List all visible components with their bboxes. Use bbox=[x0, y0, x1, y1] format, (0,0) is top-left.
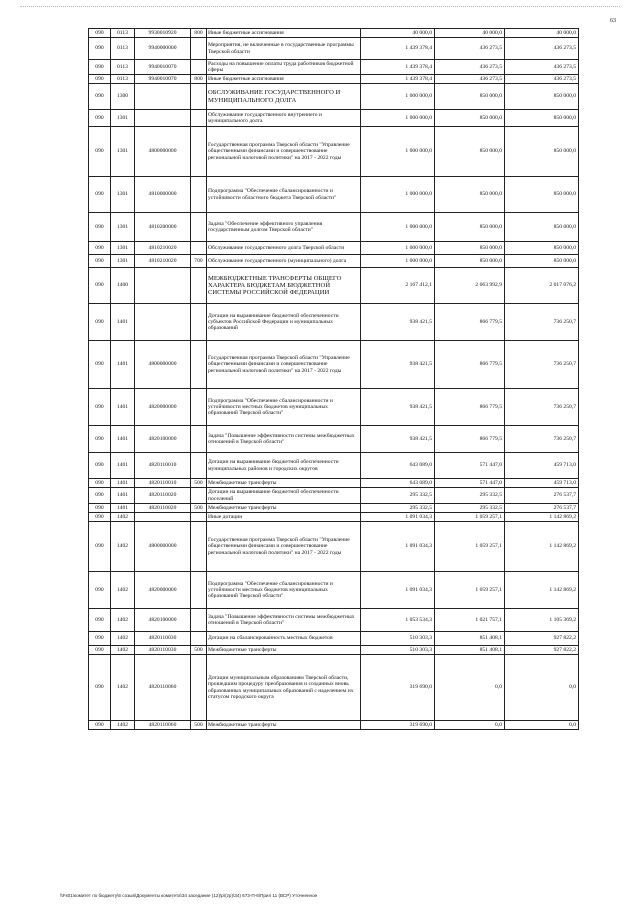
target-article-cell: 4810200000 bbox=[135, 213, 191, 242]
target-article-cell: 4810210020 bbox=[135, 255, 191, 268]
table-row bbox=[89, 632, 579, 646]
admin-code-cell: 090 bbox=[89, 341, 111, 389]
admin-code-cell: 090 bbox=[89, 488, 111, 504]
admin-code-cell: 090 bbox=[89, 110, 111, 127]
expense-type-cell bbox=[191, 488, 207, 504]
admin-code-cell: 090 bbox=[89, 389, 111, 426]
description-cell: Подпрограмма "Обеспечение сбалансированности и устойчивости местных бюджетов муниципальных образований Тверской области" bbox=[207, 389, 361, 426]
expense-type-cell: 500 bbox=[191, 479, 207, 488]
admin-code-cell: 090 bbox=[89, 75, 111, 84]
admin-code-cell: 090 bbox=[89, 453, 111, 479]
table-row bbox=[89, 110, 579, 127]
admin-code-cell: 090 bbox=[89, 38, 111, 60]
amount-year2-cell: 2 063 992,9 bbox=[435, 268, 505, 304]
amount-year1-cell: 938 421,5 bbox=[361, 389, 435, 426]
table-row bbox=[89, 479, 579, 488]
amount-year3-cell: 1 142 869,2 bbox=[505, 513, 579, 522]
description-cell: Дотации на выравнивание бюджетной обеспеченности субъектов Российской Федерации и муниципальных образований bbox=[207, 304, 361, 341]
amount-year2-cell: 436 273,5 bbox=[435, 75, 505, 84]
amount-year3-cell: 1 142 869,2 bbox=[505, 572, 579, 609]
admin-code-cell: 090 bbox=[89, 479, 111, 488]
description-cell: Задача "Повышение эффективности системы межбюджетных отношений в Тверской области" bbox=[207, 609, 361, 632]
amount-year1-cell: 1 000 000,0 bbox=[361, 255, 435, 268]
amount-year1-cell: 1 000 000,0 bbox=[361, 84, 435, 110]
admin-code-cell: 090 bbox=[89, 304, 111, 341]
amount-year2-cell: 850 000,0 bbox=[435, 84, 505, 110]
expense-type-cell bbox=[191, 38, 207, 60]
amount-year3-cell: 927 822,2 bbox=[505, 646, 579, 655]
description-cell: Иные дотации bbox=[207, 513, 361, 522]
target-article-cell: 4800000000 bbox=[135, 127, 191, 177]
amount-year1-cell: 1 000 000,0 bbox=[361, 110, 435, 127]
admin-code-cell: 090 bbox=[89, 513, 111, 522]
section-code-cell: 1401 bbox=[111, 479, 135, 488]
target-article-cell bbox=[135, 110, 191, 127]
admin-code-cell: 090 bbox=[89, 255, 111, 268]
admin-code-cell: 090 bbox=[89, 242, 111, 255]
section-code-cell: 0113 bbox=[111, 60, 135, 75]
table-row bbox=[89, 304, 579, 341]
amount-year2-cell: 866 779,5 bbox=[435, 304, 505, 341]
amount-year3-cell: 276 537,7 bbox=[505, 504, 579, 513]
amount-year2-cell: 0,0 bbox=[435, 721, 505, 730]
section-code-cell: 1400 bbox=[111, 268, 135, 304]
amount-year3-cell: 436 273,5 bbox=[505, 60, 579, 75]
section-code-cell: 0113 bbox=[111, 29, 135, 38]
amount-year3-cell: 276 537,7 bbox=[505, 488, 579, 504]
amount-year3-cell: 850 000,0 bbox=[505, 177, 579, 213]
amount-year1-cell: 295 332,5 bbox=[361, 504, 435, 513]
expense-type-cell bbox=[191, 304, 207, 341]
description-cell: Иные бюджетные ассигнования bbox=[207, 75, 361, 84]
admin-code-cell: 090 bbox=[89, 177, 111, 213]
description-cell: Межбюджетные трансферты bbox=[207, 646, 361, 655]
expense-type-cell bbox=[191, 522, 207, 572]
table-row bbox=[89, 213, 579, 242]
page-number: 63 bbox=[610, 18, 616, 24]
table-body bbox=[89, 29, 579, 730]
section-code-cell: 0113 bbox=[111, 75, 135, 84]
description-cell: Межбюджетные трансферты bbox=[207, 504, 361, 513]
section-code-cell: 1401 bbox=[111, 341, 135, 389]
target-article-cell: 4820110060 bbox=[135, 721, 191, 730]
expense-type-cell bbox=[191, 60, 207, 75]
description-cell: МЕЖБЮДЖЕТНЫЕ ТРАНСФЕРТЫ ОБЩЕГО ХАРАКТЕРА БЮДЖЕТАМ БЮДЖЕТНОЙ СИСТЕМЫ РОССИЙСКОЙ ФЕДЕРАЦИИ bbox=[207, 268, 361, 304]
expense-type-cell bbox=[191, 177, 207, 213]
target-article-cell: 4810210020 bbox=[135, 242, 191, 255]
section-code-cell: 1402 bbox=[111, 632, 135, 646]
table-row bbox=[89, 426, 579, 453]
table-row bbox=[89, 609, 579, 632]
amount-year2-cell: 1 021 757,1 bbox=[435, 609, 505, 632]
section-code-cell: 0113 bbox=[111, 38, 135, 60]
section-code-cell: 1402 bbox=[111, 522, 135, 572]
section-code-cell: 1402 bbox=[111, 513, 135, 522]
target-article-cell: 4820110020 bbox=[135, 504, 191, 513]
expense-type-cell bbox=[191, 242, 207, 255]
target-article-cell: 9940010070 bbox=[135, 60, 191, 75]
expense-type-cell bbox=[191, 341, 207, 389]
description-cell: Дотации на сбалансированность местных бюджетов bbox=[207, 632, 361, 646]
expense-type-cell bbox=[191, 127, 207, 177]
amount-year1-cell: 1 091 034,3 bbox=[361, 572, 435, 609]
amount-year2-cell: 436 273,5 bbox=[435, 38, 505, 60]
amount-year1-cell: 295 332,5 bbox=[361, 488, 435, 504]
table-row bbox=[89, 504, 579, 513]
section-code-cell: 1402 bbox=[111, 721, 135, 730]
amount-year3-cell: 736 250,7 bbox=[505, 389, 579, 426]
table-row bbox=[89, 75, 579, 84]
target-article-cell: 4820000000 bbox=[135, 572, 191, 609]
admin-code-cell: 090 bbox=[89, 572, 111, 609]
target-article-cell: 4820110010 bbox=[135, 453, 191, 479]
target-article-cell: 4820100000 bbox=[135, 609, 191, 632]
amount-year1-cell: 1 000 000,0 bbox=[361, 127, 435, 177]
table-row bbox=[89, 177, 579, 213]
description-cell: Межбюджетные трансферты bbox=[207, 721, 361, 730]
amount-year3-cell: 0,0 bbox=[505, 655, 579, 721]
table-row bbox=[89, 242, 579, 255]
expense-type-cell: 500 bbox=[191, 646, 207, 655]
admin-code-cell: 090 bbox=[89, 60, 111, 75]
section-code-cell: 1401 bbox=[111, 304, 135, 341]
table-row bbox=[89, 127, 579, 177]
amount-year3-cell: 850 000,0 bbox=[505, 110, 579, 127]
amount-year1-cell: 1 053 534,3 bbox=[361, 609, 435, 632]
section-code-cell: 1401 bbox=[111, 488, 135, 504]
expense-type-cell bbox=[191, 632, 207, 646]
table-row bbox=[89, 38, 579, 60]
table-row bbox=[89, 655, 579, 721]
target-article-cell bbox=[135, 304, 191, 341]
amount-year2-cell: 0,0 bbox=[435, 655, 505, 721]
target-article-cell: 9940010070 bbox=[135, 75, 191, 84]
admin-code-cell: 090 bbox=[89, 721, 111, 730]
table-row bbox=[89, 572, 579, 609]
amount-year1-cell: 1 439 378,4 bbox=[361, 75, 435, 84]
expense-type-cell: 700 bbox=[191, 255, 207, 268]
section-code-cell: 1300 bbox=[111, 84, 135, 110]
section-code-cell: 1402 bbox=[111, 572, 135, 609]
amount-year2-cell: 866 779,5 bbox=[435, 426, 505, 453]
section-code-cell: 1301 bbox=[111, 110, 135, 127]
target-article-cell: 4820110020 bbox=[135, 488, 191, 504]
target-article-cell: 9940000000 bbox=[135, 38, 191, 60]
admin-code-cell: 090 bbox=[89, 522, 111, 572]
section-code-cell: 1301 bbox=[111, 213, 135, 242]
amount-year2-cell: 866 779,5 bbox=[435, 341, 505, 389]
table-row bbox=[89, 513, 579, 522]
target-article-cell: 9930010920 bbox=[135, 29, 191, 38]
amount-year2-cell: 851 408,1 bbox=[435, 646, 505, 655]
section-code-cell: 1301 bbox=[111, 177, 135, 213]
table-row bbox=[89, 255, 579, 268]
amount-year2-cell: 1 059 257,1 bbox=[435, 513, 505, 522]
admin-code-cell: 090 bbox=[89, 426, 111, 453]
target-article-cell: 4820110030 bbox=[135, 632, 191, 646]
section-code-cell: 1402 bbox=[111, 655, 135, 721]
admin-code-cell: 090 bbox=[89, 29, 111, 38]
amount-year3-cell: 40 000,0 bbox=[505, 29, 579, 38]
target-article-cell: 4820110030 bbox=[135, 646, 191, 655]
table-row bbox=[89, 646, 579, 655]
target-article-cell: 4820000000 bbox=[135, 389, 191, 426]
expense-type-cell bbox=[191, 389, 207, 426]
description-cell: Иные бюджетные ассигнования bbox=[207, 29, 361, 38]
section-code-cell: 1401 bbox=[111, 389, 135, 426]
description-cell: Государственная программа Тверской области "Управление общественными финансами и совершенствование региональной налоговой политики" на 2017 - 2022 годы bbox=[207, 522, 361, 572]
amount-year3-cell: 850 000,0 bbox=[505, 84, 579, 110]
table-row bbox=[89, 522, 579, 572]
amount-year3-cell: 1 105 369,2 bbox=[505, 609, 579, 632]
section-code-cell: 1402 bbox=[111, 646, 135, 655]
amount-year3-cell: 850 000,0 bbox=[505, 213, 579, 242]
amount-year3-cell: 436 273,5 bbox=[505, 38, 579, 60]
table-row bbox=[89, 341, 579, 389]
amount-year2-cell: 571 447,0 bbox=[435, 479, 505, 488]
description-cell: Государственная программа Тверской области "Управление общественными финансами и совершенствование региональной налоговой политики" на 2017 - 2022 годы bbox=[207, 127, 361, 177]
file-path-footer: \\Fs01\комитет по бюджету\6 созыв\Документы комитета\34 заседание (12)\p\(zp)\34) 673-П-6\Прил 11 (ВСР) Уточненное bbox=[60, 893, 318, 898]
amount-year3-cell: 850 000,0 bbox=[505, 242, 579, 255]
description-cell: Задача "Повышение эффективности системы межбюджетных отношений в Тверской области" bbox=[207, 426, 361, 453]
amount-year1-cell: 40 000,0 bbox=[361, 29, 435, 38]
amount-year1-cell: 1 000 000,0 bbox=[361, 213, 435, 242]
admin-code-cell: 090 bbox=[89, 609, 111, 632]
admin-code-cell: 090 bbox=[89, 504, 111, 513]
amount-year2-cell: 295 332,5 bbox=[435, 488, 505, 504]
target-article-cell: 4800000000 bbox=[135, 522, 191, 572]
amount-year1-cell: 1 091 034,3 bbox=[361, 513, 435, 522]
amount-year2-cell: 1 059 257,1 bbox=[435, 572, 505, 609]
admin-code-cell: 090 bbox=[89, 632, 111, 646]
admin-code-cell: 090 bbox=[89, 268, 111, 304]
table-row bbox=[89, 60, 579, 75]
amount-year1-cell: 938 421,5 bbox=[361, 304, 435, 341]
table-row bbox=[89, 488, 579, 504]
amount-year1-cell: 1 439 378,4 bbox=[361, 60, 435, 75]
target-article-cell bbox=[135, 268, 191, 304]
amount-year1-cell: 643 089,0 bbox=[361, 479, 435, 488]
amount-year2-cell: 850 000,0 bbox=[435, 213, 505, 242]
amount-year1-cell: 1 091 034,3 bbox=[361, 522, 435, 572]
admin-code-cell: 090 bbox=[89, 213, 111, 242]
amount-year2-cell: 850 000,0 bbox=[435, 177, 505, 213]
amount-year2-cell: 295 332,5 bbox=[435, 504, 505, 513]
admin-code-cell: 090 bbox=[89, 127, 111, 177]
amount-year1-cell: 319 690,0 bbox=[361, 655, 435, 721]
target-article-cell: 4820100000 bbox=[135, 426, 191, 453]
description-cell: Обслуживание государственного внутреннего и муниципального долга bbox=[207, 110, 361, 127]
section-code-cell: 1301 bbox=[111, 242, 135, 255]
amount-year3-cell: 2 017 076,2 bbox=[505, 268, 579, 304]
amount-year2-cell: 851 408,1 bbox=[435, 632, 505, 646]
description-cell: Подпрограмма "Обеспечение сбалансированности и устойчивости областного бюджета Тверской области" bbox=[207, 177, 361, 213]
expense-type-cell bbox=[191, 513, 207, 522]
expense-type-cell: 500 bbox=[191, 721, 207, 730]
amount-year3-cell: 927 822,2 bbox=[505, 632, 579, 646]
table-row bbox=[89, 453, 579, 479]
expense-type-cell bbox=[191, 655, 207, 721]
description-cell: Подпрограмма "Обеспечение сбалансированности и устойчивости местных бюджетов муниципальных образований Тверской области" bbox=[207, 572, 361, 609]
target-article-cell: 4820110060 bbox=[135, 655, 191, 721]
expense-type-cell bbox=[191, 84, 207, 110]
admin-code-cell: 090 bbox=[89, 655, 111, 721]
expense-type-cell bbox=[191, 572, 207, 609]
amount-year1-cell: 1 439 378,4 bbox=[361, 38, 435, 60]
amount-year1-cell: 938 421,5 bbox=[361, 426, 435, 453]
description-cell: Расходы на повышение оплаты труда работников бюджетной сферы bbox=[207, 60, 361, 75]
table-row bbox=[89, 29, 579, 38]
expense-type-cell: 800 bbox=[191, 29, 207, 38]
amount-year1-cell: 938 421,5 bbox=[361, 341, 435, 389]
section-code-cell: 1401 bbox=[111, 426, 135, 453]
target-article-cell: 4820110010 bbox=[135, 479, 191, 488]
amount-year2-cell: 850 000,0 bbox=[435, 255, 505, 268]
amount-year3-cell: 736 250,7 bbox=[505, 304, 579, 341]
amount-year1-cell: 1 000 000,0 bbox=[361, 242, 435, 255]
admin-code-cell: 090 bbox=[89, 84, 111, 110]
amount-year3-cell: 459 713,0 bbox=[505, 479, 579, 488]
amount-year1-cell: 510 303,3 bbox=[361, 632, 435, 646]
table-row bbox=[89, 268, 579, 304]
section-code-cell: 1401 bbox=[111, 453, 135, 479]
amount-year1-cell: 2 167 412,1 bbox=[361, 268, 435, 304]
expense-type-cell bbox=[191, 609, 207, 632]
amount-year2-cell: 40 000,0 bbox=[435, 29, 505, 38]
expense-type-cell bbox=[191, 110, 207, 127]
description-cell: Дотации на выравнивание бюджетной обеспеченности муниципальных районов и городских округов bbox=[207, 453, 361, 479]
description-cell: Обслуживание государственного долга Тверской области bbox=[207, 242, 361, 255]
table-row bbox=[89, 721, 579, 730]
amount-year3-cell: 459 713,0 bbox=[505, 453, 579, 479]
amount-year3-cell: 0,0 bbox=[505, 721, 579, 730]
scan-top-edge bbox=[20, 6, 620, 9]
amount-year1-cell: 319 690,0 bbox=[361, 721, 435, 730]
section-code-cell: 1301 bbox=[111, 127, 135, 177]
expense-type-cell: 500 bbox=[191, 504, 207, 513]
section-code-cell: 1402 bbox=[111, 609, 135, 632]
amount-year2-cell: 850 000,0 bbox=[435, 242, 505, 255]
amount-year2-cell: 866 779,5 bbox=[435, 389, 505, 426]
expense-type-cell bbox=[191, 453, 207, 479]
target-article-cell bbox=[135, 84, 191, 110]
description-cell: Мероприятия, не включенные в государственные программы Тверской области bbox=[207, 38, 361, 60]
amount-year2-cell: 571 447,0 bbox=[435, 453, 505, 479]
target-article-cell: 4800000000 bbox=[135, 341, 191, 389]
amount-year2-cell: 850 000,0 bbox=[435, 127, 505, 177]
admin-code-cell: 090 bbox=[89, 646, 111, 655]
target-article-cell bbox=[135, 513, 191, 522]
table-row bbox=[89, 389, 579, 426]
budget-table bbox=[88, 28, 579, 730]
section-code-cell: 1401 bbox=[111, 504, 135, 513]
description-cell: Дотации муниципальным образованиям Тверской области, прошедшим процедуру преобразования и созданных вновь образованных муниципальных образований с наделением их статусом городского округа bbox=[207, 655, 361, 721]
table-row bbox=[89, 84, 579, 110]
amount-year1-cell: 510 303,3 bbox=[361, 646, 435, 655]
description-cell: ОБСЛУЖИВАНИЕ ГОСУДАРСТВЕННОГО И МУНИЦИПАЛЬНОГО ДОЛГА bbox=[207, 84, 361, 110]
amount-year3-cell: 1 142 869,2 bbox=[505, 522, 579, 572]
amount-year3-cell: 850 000,0 bbox=[505, 255, 579, 268]
section-code-cell: 1301 bbox=[111, 255, 135, 268]
amount-year3-cell: 850 000,0 bbox=[505, 127, 579, 177]
amount-year2-cell: 436 273,5 bbox=[435, 60, 505, 75]
amount-year3-cell: 736 250,7 bbox=[505, 426, 579, 453]
amount-year3-cell: 436 273,5 bbox=[505, 75, 579, 84]
amount-year1-cell: 643 089,0 bbox=[361, 453, 435, 479]
amount-year3-cell: 736 250,7 bbox=[505, 341, 579, 389]
amount-year1-cell: 1 000 000,0 bbox=[361, 177, 435, 213]
description-cell: Обслуживание государственного (муниципального) долга bbox=[207, 255, 361, 268]
expense-type-cell bbox=[191, 268, 207, 304]
expense-type-cell bbox=[191, 426, 207, 453]
amount-year2-cell: 1 059 257,1 bbox=[435, 522, 505, 572]
amount-year2-cell: 850 000,0 bbox=[435, 110, 505, 127]
target-article-cell: 4810000000 bbox=[135, 177, 191, 213]
expense-type-cell: 800 bbox=[191, 75, 207, 84]
description-cell: Дотации на выравнивание бюджетной обеспеченности поселений bbox=[207, 488, 361, 504]
expense-type-cell bbox=[191, 213, 207, 242]
description-cell: Государственная программа Тверской области "Управление общественными финансами и совершенствование региональной налоговой политики" на 2017 - 2022 годы bbox=[207, 341, 361, 389]
description-cell: Межбюджетные трансферты bbox=[207, 479, 361, 488]
description-cell: Задача "Обеспечение эффективного управления государственным долгом Тверской области" bbox=[207, 213, 361, 242]
